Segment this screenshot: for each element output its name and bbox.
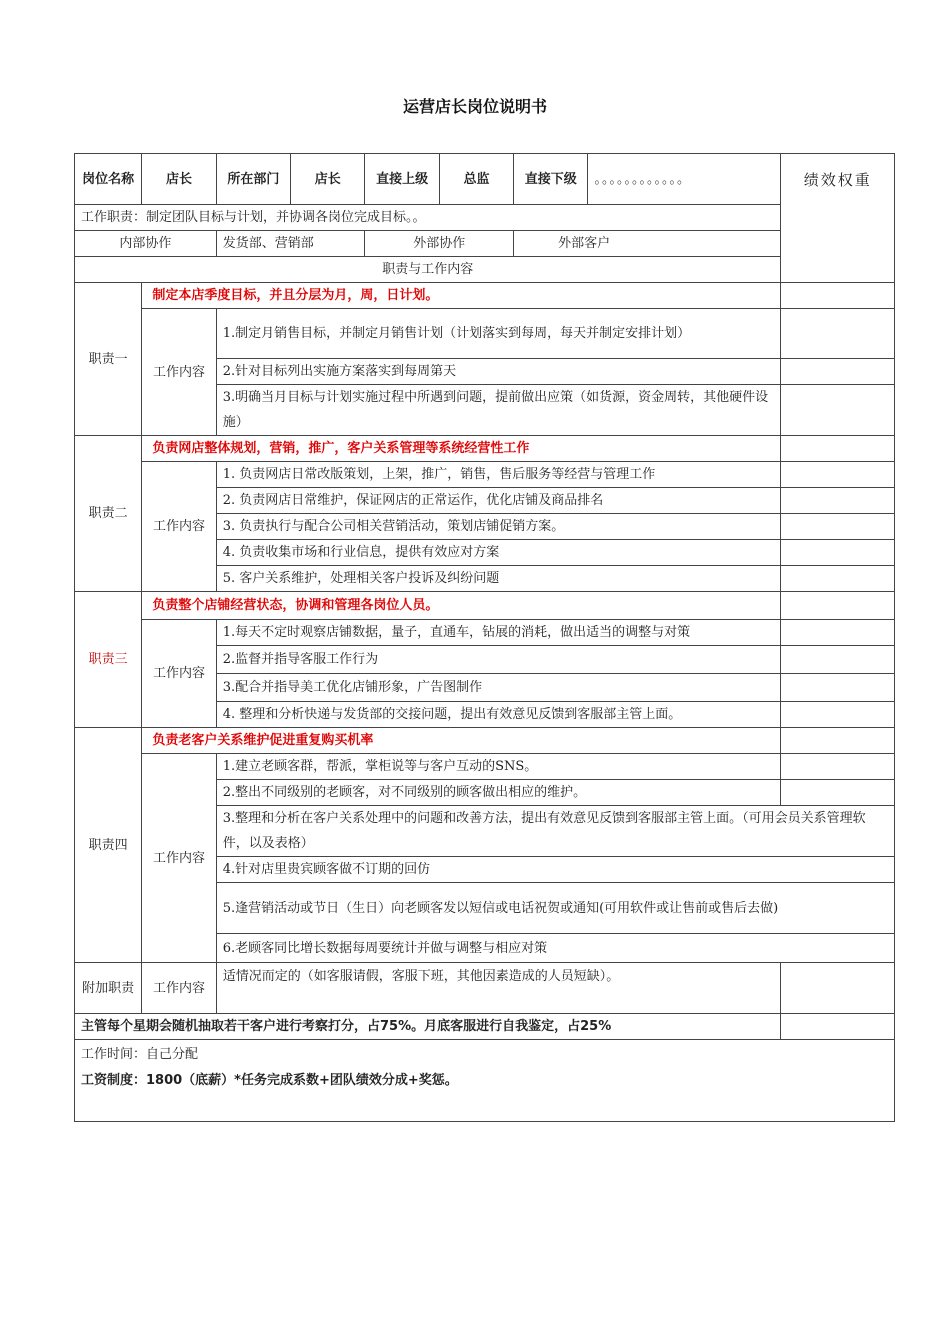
duty-4-item-2: 2.整出不同级别的老顾客，对不同级别的顾客做出相应的维护。 bbox=[216, 780, 781, 806]
duty-1-item-2: 2.针对目标列出实施方案落实到每周第天 bbox=[216, 359, 781, 385]
duty-2-item-row bbox=[75, 462, 895, 488]
duty-1-content-label: 工作内容 bbox=[142, 309, 216, 436]
duty-2-item-2-weight bbox=[781, 488, 895, 514]
duty-statement: 工作职责：制定团队目标与计划，并协调各岗位完成目标。。 bbox=[75, 205, 781, 231]
duty-2-heading-row bbox=[75, 436, 895, 462]
duty-1-label: 职责一 bbox=[75, 283, 142, 436]
subordinate-value: 。。。。。。。。。。。。 bbox=[588, 154, 781, 205]
dept-label: 所在部门 bbox=[216, 154, 290, 205]
duty-3-content-label: 工作内容 bbox=[142, 620, 216, 728]
section-header: 职责与工作内容 bbox=[75, 257, 781, 283]
duty-1-item-3-weight bbox=[781, 385, 895, 436]
duty-4-item-1: 1.建立老顾客群，帮派，掌柜说等与客户互动的SNS。 bbox=[216, 754, 781, 780]
duty-2-heading: 负责网店整体规划，营销，推广，客户关系管理等系统经营性工作 bbox=[142, 436, 781, 462]
duty-3-item-2-weight bbox=[781, 646, 895, 674]
duty-1-item-1: 1.制定月销售目标，并制定月销售计划（计划落实到每周，每天并制定安排计划） bbox=[216, 309, 781, 359]
internal-cooperation-value: 发货部、营销部 bbox=[216, 231, 365, 257]
extra-duty-weight bbox=[781, 963, 895, 1014]
duty-3-item-3: 3.配合并指导美工优化店铺形象，广告图制作 bbox=[216, 674, 781, 702]
duty-2-item-1-weight bbox=[781, 462, 895, 488]
duty-1-heading: 制定本店季度目标，并且分层为月，周，日计划。 bbox=[142, 283, 781, 309]
duty-2-item-5: 5. 客户关系维护，处理相关客户投诉及纠纷问题 bbox=[216, 566, 781, 592]
duty-4-weight bbox=[781, 728, 895, 754]
duty-3-weight bbox=[781, 592, 895, 620]
duty-4-item-3: 3.整理和分析在客户关系处理中的问题和改善方法，提出有效意见反馈到客服部主管上面。（可用会员关系管理软件，以及表格） bbox=[216, 806, 894, 857]
post-name-value: 店长 bbox=[142, 154, 216, 205]
duty-3-item-1: 1.每天不定时观察店铺数据，量子，直通车，钻展的消耗，做出适当的调整与对策 bbox=[216, 620, 781, 646]
superior-value: 总监 bbox=[439, 154, 513, 205]
duty-2-item-4: 4. 负责收集市场和行业信息，提供有效应对方案 bbox=[216, 540, 781, 566]
duty-3-item-3-weight bbox=[781, 674, 895, 702]
extra-duty-label: 附加职责 bbox=[75, 963, 142, 1014]
performance-weight-label: 绩效权重 bbox=[781, 154, 895, 283]
extra-duty-row bbox=[75, 963, 895, 1014]
duty-1-item-3: 3.明确当月目标与计划实施过程中所遇到问题，提前做出应策（如货源，资金周转，其他硬件设施） bbox=[216, 385, 781, 436]
duty-4-item-row bbox=[75, 754, 895, 780]
extra-duty-text: 适情况而定的（如客服请假，客服下班，其他因素造成的人员短缺）。 bbox=[216, 963, 781, 1014]
duty-1-item-1-weight bbox=[781, 309, 895, 359]
duty-1-item-row bbox=[75, 309, 895, 359]
duty-1-weight bbox=[781, 283, 895, 309]
extra-duty-content-label: 工作内容 bbox=[142, 963, 216, 1014]
duty-statement-row bbox=[75, 205, 895, 231]
section-header-row bbox=[75, 257, 895, 283]
duty-2-content-label: 工作内容 bbox=[142, 462, 216, 592]
duty-4-heading: 负责老客户关系维护促进重复购买机率 bbox=[142, 728, 781, 754]
duty-4-label: 职责四 bbox=[75, 728, 142, 963]
duty-3-item-4-weight bbox=[781, 702, 895, 728]
duty-4-item-4: 4.针对店里贵宾顾客做不订期的回仿 bbox=[216, 857, 894, 883]
assessment-weight bbox=[781, 1014, 895, 1040]
header-row bbox=[75, 154, 895, 205]
work-time: 工作时间：自己分配 bbox=[81, 1047, 199, 1062]
duty-2-item-3-weight bbox=[781, 514, 895, 540]
footer-row bbox=[75, 1040, 895, 1122]
post-name-label: 岗位名称 bbox=[75, 154, 142, 205]
job-description-table bbox=[74, 153, 895, 1122]
duty-1-heading-row bbox=[75, 283, 895, 309]
duty-3-heading-row bbox=[75, 592, 895, 620]
duty-1-item-2-weight bbox=[781, 359, 895, 385]
assessment-text: 主管每个星期会随机抽取若干客户进行考察打分，占75%。月底客服进行自我鉴定，占25% bbox=[75, 1014, 781, 1040]
duty-2-item-1: 1. 负责网店日常改版策划，上架，推广，销售，售后服务等经营与管理工作 bbox=[216, 462, 781, 488]
subordinate-label: 直接下级 bbox=[514, 154, 588, 205]
duty-4-item-2-weight bbox=[781, 780, 895, 806]
footer-cell bbox=[75, 1040, 895, 1122]
duty-4-item-5: 5.逢营销活动或节日（生日）向老顾客发以短信或电话祝贺或通知(可用软件或让售前或售后去做) bbox=[216, 883, 894, 934]
duty-3-label: 职责三 bbox=[75, 592, 142, 728]
duty-3-heading: 负责整个店铺经营状态，协调和管理各岗位人员。 bbox=[142, 592, 781, 620]
duty-4-item-6: 6.老顾客同比增长数据每周要统计并做与调整与相应对策 bbox=[216, 934, 894, 963]
duty-2-label: 职责二 bbox=[75, 436, 142, 592]
salary-system: 工资制度：1800（底薪）*任务完成系数+团队绩效分成+奖惩。 bbox=[81, 1073, 458, 1088]
duty-4-item-1-weight bbox=[781, 754, 895, 780]
page-title: 运营店长岗位说明书 bbox=[402, 97, 547, 116]
assessment-row bbox=[75, 1014, 895, 1040]
dept-value: 店长 bbox=[291, 154, 365, 205]
duty-2-item-4-weight bbox=[781, 540, 895, 566]
external-cooperation-label: 外部协作 bbox=[365, 231, 514, 257]
duty-3-item-4: 4. 整理和分析快递与发货部的交接问题，提出有效意见反馈到客服部主管上面。 bbox=[216, 702, 781, 728]
internal-cooperation-label: 内部协作 bbox=[75, 231, 217, 257]
duty-3-item-2: 2.监督并指导客服工作行为 bbox=[216, 646, 781, 674]
duty-2-item-5-weight bbox=[781, 566, 895, 592]
cooperation-row bbox=[75, 231, 895, 257]
duty-2-item-2: 2. 负责网店日常维护，保证网店的正常运作，优化店铺及商品排名 bbox=[216, 488, 781, 514]
duty-4-content-label: 工作内容 bbox=[142, 754, 216, 963]
duty-2-item-3: 3. 负责执行与配合公司相关营销活动，策划店铺促销方案。 bbox=[216, 514, 781, 540]
duty-2-weight bbox=[781, 436, 895, 462]
duty-3-item-row bbox=[75, 620, 895, 646]
duty-4-heading-row bbox=[75, 728, 895, 754]
superior-label: 直接上级 bbox=[365, 154, 439, 205]
external-cooperation-value: 外部客户 bbox=[514, 231, 781, 257]
duty-3-item-1-weight bbox=[781, 620, 895, 646]
